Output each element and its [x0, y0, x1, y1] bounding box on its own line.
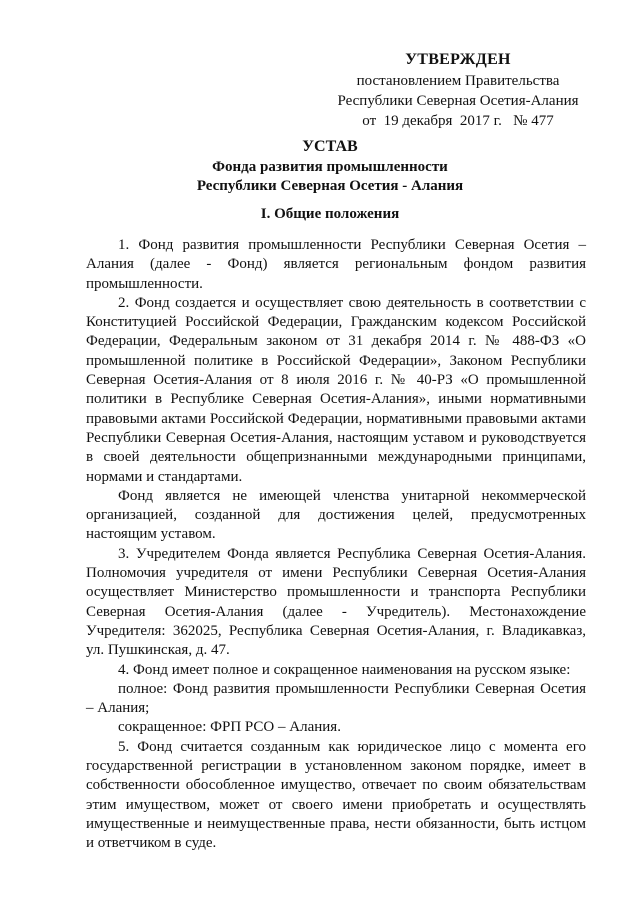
approval-heading: УТВЕРЖДЕН — [405, 51, 511, 68]
paragraph-3: Фонд является не имеющей членства унитарной некоммерческой организацией, созданной для достижения целей, предусмотренных настоящим уставом. — [86, 487, 586, 543]
paragraph-4: 3. Учредителем Фонда является Республика Северная Осетия-Алания. Полномочия учредителя от имени Республики Северная Осетия-Алания осуществляет Министерство промышленности и транспорта Республики Северная Осетия-Алания (далее - Учредитель). Местонахождение Учредителя: 362025, Республика Северная Осетия-Алания, г. Владикавказ, ул. Пушкинская, д. 47. — [86, 545, 586, 659]
paragraph-2: 2. Фонд создается и осуществляет свою деятельность в соответствии с Конституцией Российской Федерации, Гражданским кодексом Российской Федерации, Федеральным законом от 31 декабря 2014 г. № 488-ФЗ «О промышленной политике в Российской Федерации», Законом Республики Северная Осетия-Алания от 8 июля 2016 г. № 40-РЗ «О промышленной политики в Республике Северная Осетия-Алания», иными нормативными правовыми актами Российской Федерации, нормативными правовыми актами Республики Северная Осетия-Алания, настоящим уставом и руководствуется в своей деятельности общепризнанными международными принципами, нормами и стандартами. — [86, 294, 586, 485]
paragraph-5: 4. Фонд имеет полное и сокращенное наименования на русском языке: — [118, 661, 571, 678]
title-line-1: Фонда развития промышленности — [212, 159, 448, 175]
approval-line-2: Республики Северная Осетия-Алания — [337, 93, 579, 109]
paragraph-8: 5. Фонд считается созданным как юридическое лицо с момента его государственной регистрации в установленном законом порядке, имеет в собственности обособленное имущество, отвечает по своим обязательствам этим имуществом, может от своего имени приобретать и осуществлять имущественные и неимущественные права, нести обязанности, быть истцом и ответчиком в суде. — [86, 738, 586, 852]
section-heading: I. Общие положения — [260, 206, 400, 222]
paragraph-1: 1. Фонд развития промышленности Республики Северная Осетия – Алания (далее - Фонд) является региональным фондом развития промышленности. — [86, 237, 586, 292]
approval-line-3: от 19 декабря 2017 г. № 477 — [362, 113, 554, 129]
document-title — [80, 137, 580, 196]
approval-stamp — [318, 50, 598, 131]
document-body — [86, 236, 586, 854]
title-main: УСТАВ — [302, 138, 358, 155]
approval-line-1: постановлением Правительства — [356, 73, 560, 89]
title-line-2: Республики Северная Осетия - Алания — [196, 178, 464, 194]
paragraph-6: полное: Фонд развития промышленности Республики Северная Осетия – Алания; — [86, 680, 586, 717]
paragraph-7: сокращенное: ФРП РСО – Алания. — [118, 719, 341, 736]
